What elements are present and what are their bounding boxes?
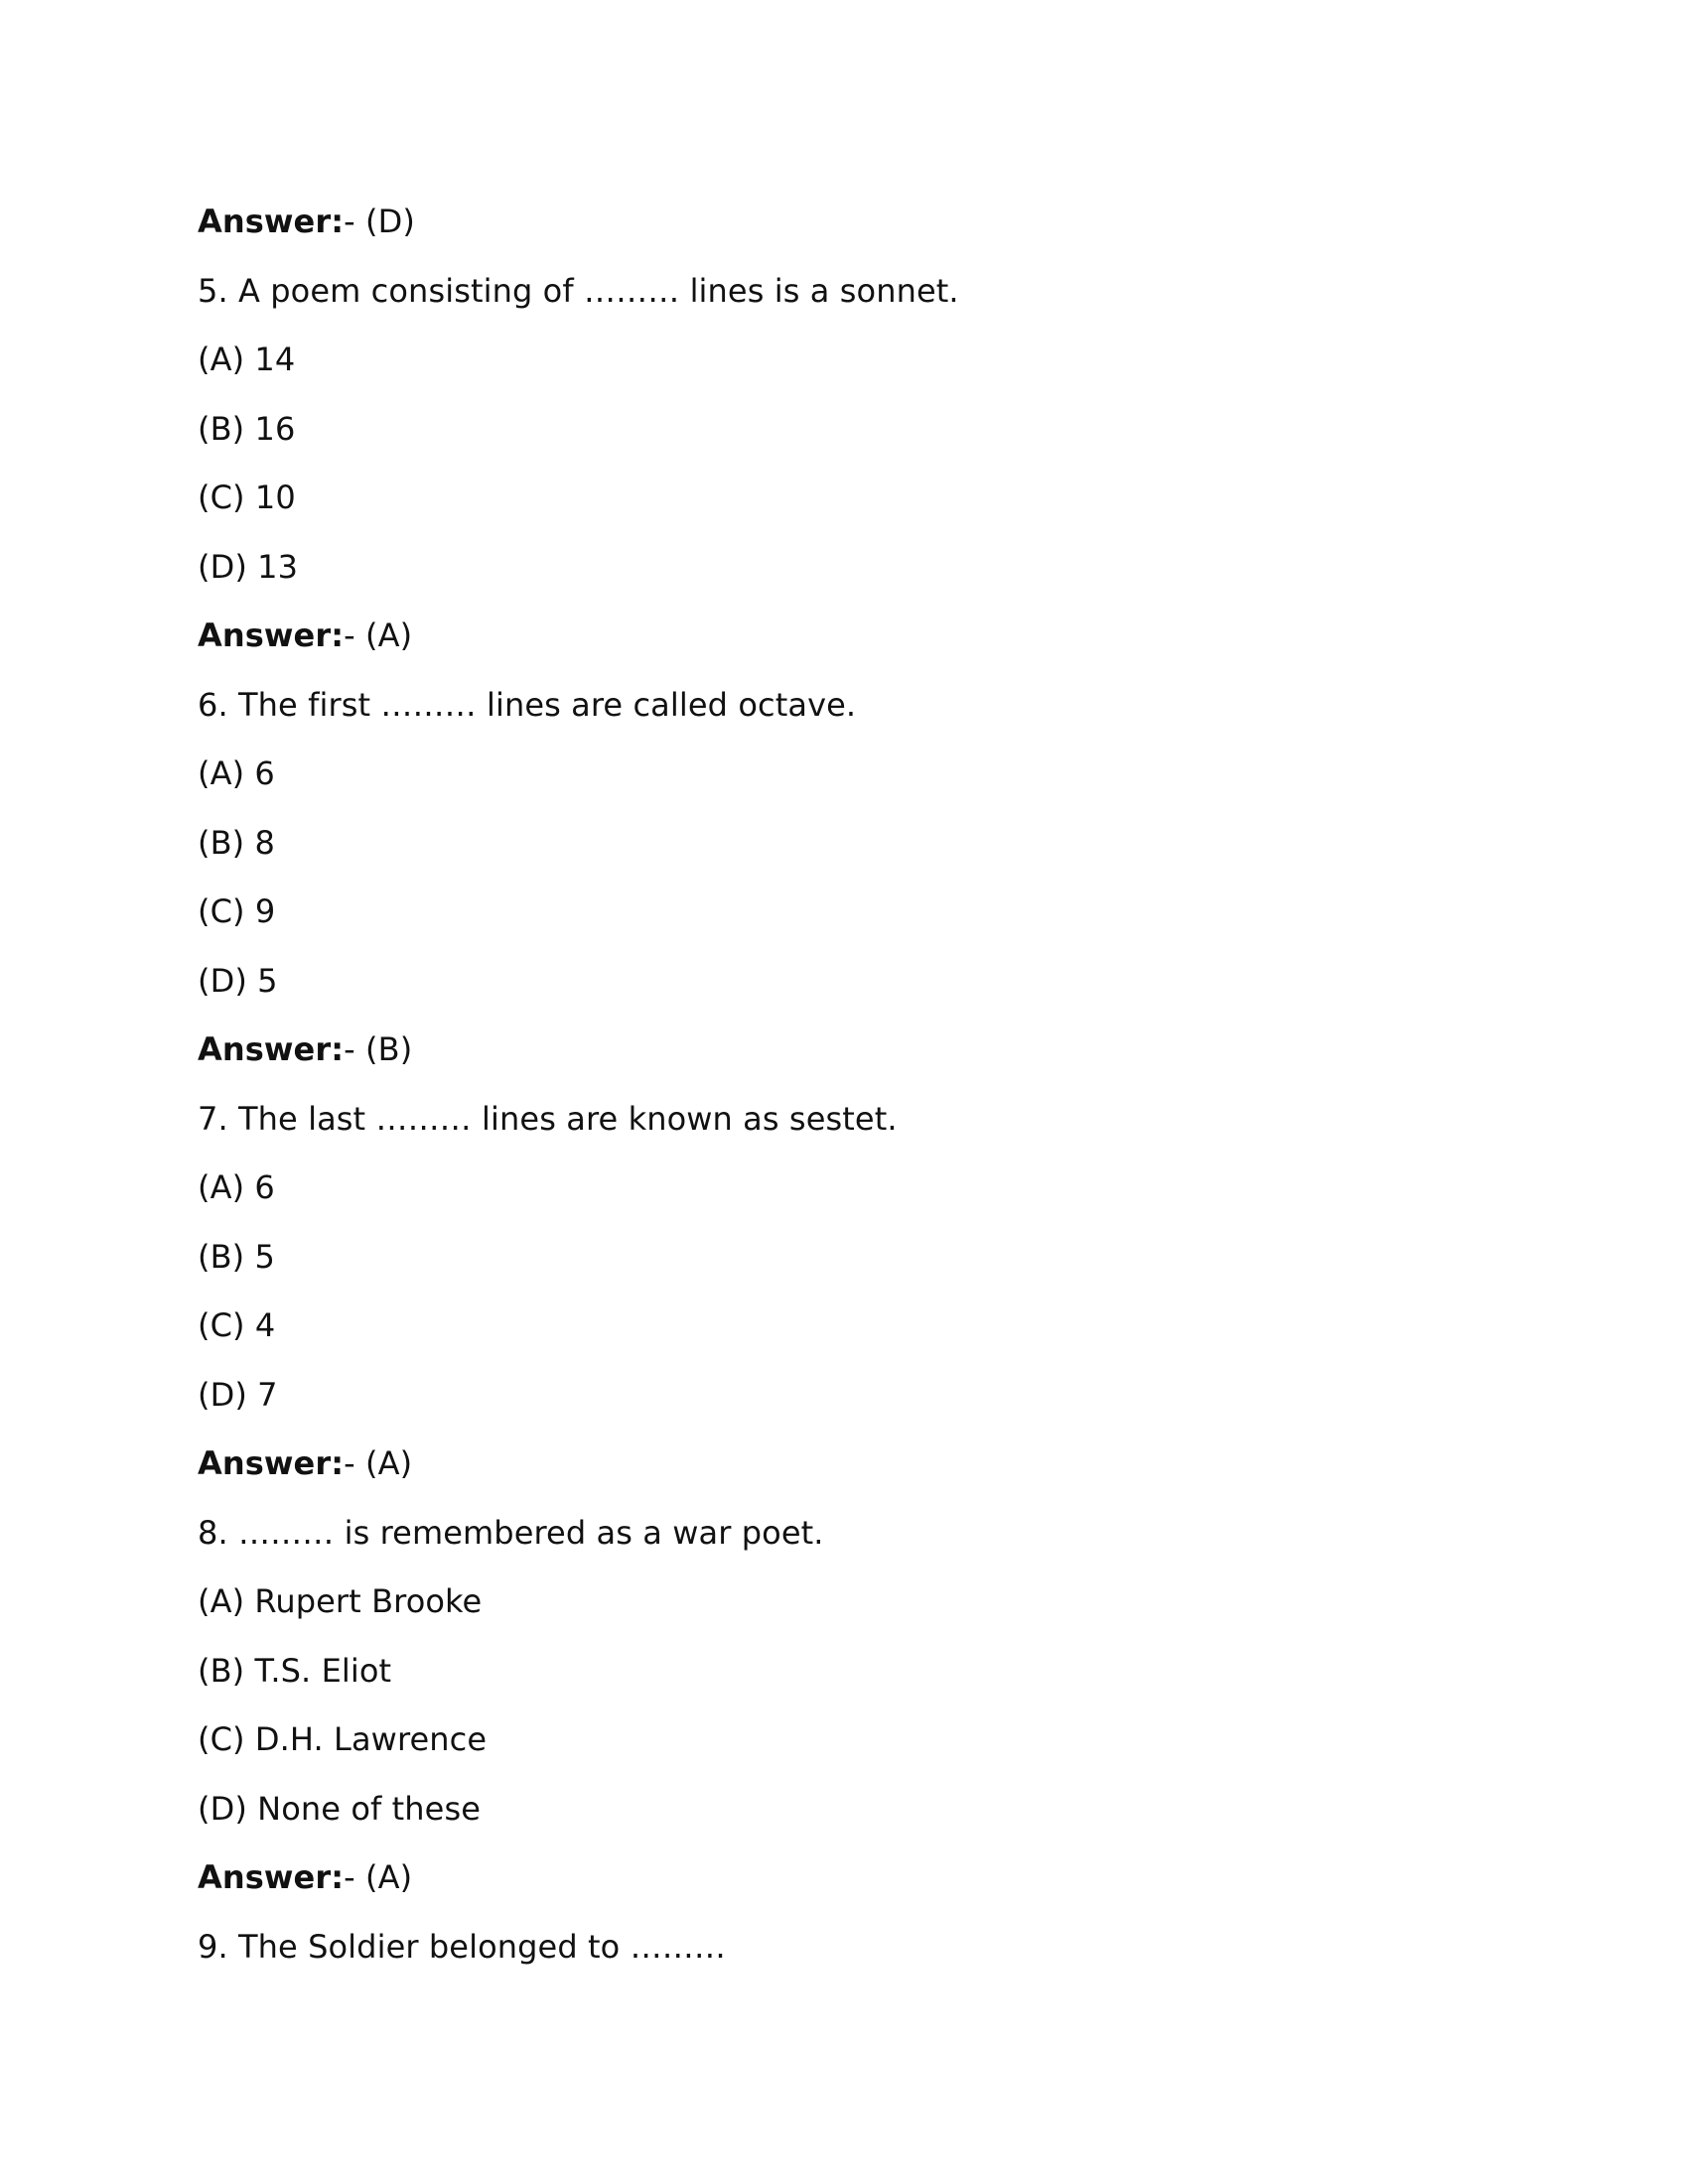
answer-value: - (A) xyxy=(344,1444,413,1482)
question-8: 8. ……… is remembered as a war poet. xyxy=(198,1513,824,1552)
answer-label: Answer: xyxy=(198,1444,345,1482)
answer-line xyxy=(198,1436,1488,1506)
answer-value: - (B) xyxy=(344,1030,413,1068)
answer-value: - (D) xyxy=(344,203,415,240)
option-d: (D) 5 xyxy=(198,961,278,1000)
question-6: 6. The first ……… lines are called octave. xyxy=(198,685,857,724)
question-5: 5. A poem consisting of ……… lines is a sonnet. xyxy=(198,271,959,310)
answer-label: Answer: xyxy=(198,1858,345,1896)
option-d: (D) 7 xyxy=(198,1375,278,1414)
option-d: (D) None of these xyxy=(198,1789,482,1828)
option-a: (A) 6 xyxy=(198,754,275,792)
option-c: (C) 4 xyxy=(198,1306,276,1344)
option-b: (B) T.S. Eliot xyxy=(198,1651,392,1690)
answer-value: - (A) xyxy=(344,1858,413,1896)
option-c: (C) 9 xyxy=(198,892,276,930)
option-a: (A) Rupert Brooke xyxy=(198,1582,483,1620)
option-c: (C) D.H. Lawrence xyxy=(198,1720,488,1758)
option-c: (C) 10 xyxy=(198,478,296,516)
answer-line xyxy=(198,195,1488,264)
answer-value: - (A) xyxy=(344,616,413,654)
question-7: 7. The last ……… lines are known as sestet. xyxy=(198,1099,898,1138)
option-a: (A) 6 xyxy=(198,1168,275,1206)
option-b: (B) 5 xyxy=(198,1237,275,1276)
option-b: (B) 16 xyxy=(198,409,296,448)
answer-label: Answer: xyxy=(198,203,345,240)
option-b: (B) 8 xyxy=(198,823,275,862)
answer-label: Answer: xyxy=(198,1030,345,1068)
option-d: (D) 13 xyxy=(198,547,299,586)
question-9: 9. The Soldier belonged to ……… xyxy=(198,1927,726,1966)
answer-label: Answer: xyxy=(198,616,345,654)
answer-line xyxy=(198,1023,1488,1092)
option-a: (A) 14 xyxy=(198,341,296,378)
answer-line xyxy=(198,1850,1488,1920)
answer-line xyxy=(198,609,1488,678)
document-content xyxy=(198,195,1488,1988)
